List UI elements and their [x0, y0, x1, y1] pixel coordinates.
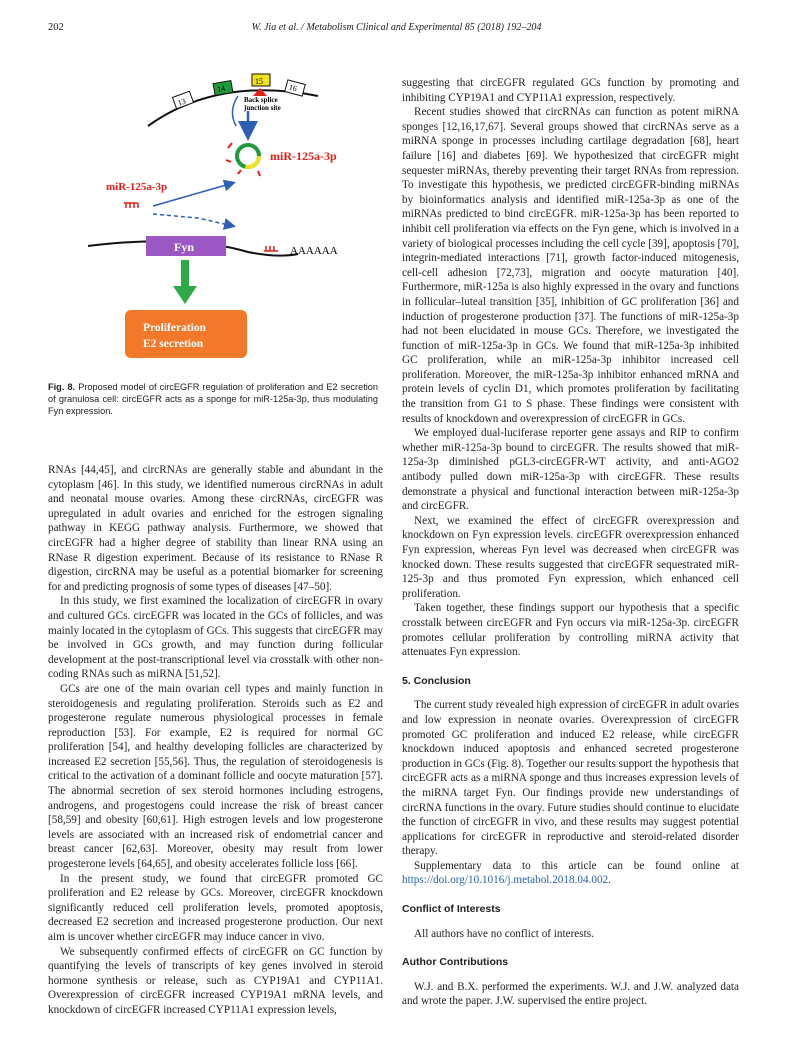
- outcome-line1: Proliferation: [143, 322, 207, 334]
- green-arrow-shaft: [181, 260, 189, 286]
- paragraph: RNAs [44,45], and circRNAs are generally stable and abundant in the cytoplasm [46]. In this study, we identified numerous circRNAs in adult and neonatal mouse ovaries. Among these circRNAs, circEGFR was upregulated in adult ovaries and enriched for the estrogen signaling pathway in KEGG pathway analysis. Furthermore, we showed that circEGFR had a higher degree of stability than linear RNA using an RNase R digestion experiment. Because of its resistance to RNase R digestion, circRNA may be useful as a potential biomarker for screening for and predicting prognosis of some types of diseases [47–50].: [48, 464, 383, 593]
- back-splice-label: Back splice: [244, 96, 278, 104]
- right-column: [402, 76, 739, 1009]
- mirna-label-circle: miR-125a-3p: [270, 149, 337, 163]
- polya-tail: AAAAAA: [290, 245, 338, 257]
- supp-end: .: [608, 874, 611, 887]
- arrow-to-fyn-dashed: [153, 214, 233, 226]
- page-header: [0, 22, 793, 36]
- journal-citation: W. Jia et al. / Metabolism Clinical and Experimental 85 (2018) 192–204: [251, 22, 542, 33]
- paragraph: Taken together, these findings support our hypothesis that a specific crosstalk between circEGFR and Fyn occurs via miR-125a-3p. circEGFR promotes cellular proliferation by controlling miRNA activity that attenuates Fyn expression.: [402, 602, 739, 659]
- conclusion-text: The current study revealed high expression of circEGFR in adult ovaries and low expression in neonate ovaries. Overexpression of circEGFR promoted GC proliferation and induced E2 release, while circEGFR knockdown induced apoptosis and enhanced secreted progesterone production in GCs (Fig. 8). Together our results support the hypothesis that circEGFR acts as a miRNA sponge and thus increases expression levels of the miRNA target Fyn. Our findings provide new understandings of circRNA functions in the ovary. Future studies should continue to elucidate the function of circEGFR in vivo, and these results may suggest potential applications for circEGFR in reproductive and steroid-related disorder therapy.: [402, 699, 740, 858]
- green-arrow-head: [173, 286, 197, 304]
- contributions-heading: Author Contributions: [402, 956, 509, 969]
- junction-marker: [253, 88, 267, 96]
- paragraph: We employed dual-luciferase reporter gene assays and RIP to confirm whether miR-125a-3p bound to circEGFR. The results showed that miR-125a-3p diminished pGL3-circEGFR-WT activity, and anti-AGO2 antibody pulled down miR-125a-3p with circEGFR. These results demonstrate a physical and functional interaction between miR-125a-3p and circEGFR.: [402, 427, 739, 513]
- exon-16: [285, 80, 305, 96]
- mirna-bound: [264, 246, 278, 251]
- caption-label: Fig. 8.: [48, 382, 76, 392]
- conclusion-heading: 5. Conclusion: [402, 674, 471, 687]
- conflict-heading: Conflict of Interests: [402, 903, 501, 916]
- fyn-label: Fyn: [174, 240, 195, 254]
- svg-text:14: 14: [216, 83, 226, 94]
- paragraph: GCs are one of the main ovarian cell types and mainly function in steroidogenesis and regulating proliferation. Steroids such as E2 and progesterone regulate numerous physiological processes in female reproduction [53]. For example, E2 is required for normal GC proliferation [54], and healthy developing follicles are characterized by increased E2 secretion [55,56]. Thus, the regulation of steroidogenesis is critical to the activation of a dominant follicle and oocyte maturation [57]. The abnormal secretion of sex steroid hormones including estrogens, androgens, and progestogens could increase the risk of breast cancer [58,59] and obesity [60,61]. High estrogen levels and low progesterone levels are associated with an increased risk of endometrial cancer and breast cancer [62,63]. Moreover, obesity may result from lower progesterone levels [64,65], and obesity accelerates follicle loss [66].: [48, 682, 383, 871]
- left-column: [48, 463, 383, 1018]
- svg-text:13: 13: [176, 96, 187, 108]
- doi-link[interactable]: https://doi.org/10.1016/j.metabol.2018.04.002: [402, 874, 609, 887]
- circrna-circle: [226, 143, 260, 176]
- figure-caption: [48, 381, 378, 418]
- splice-arc: [232, 96, 238, 126]
- svg-text:15: 15: [255, 77, 263, 86]
- page-number: 202: [48, 22, 64, 33]
- supp-text: Supplementary data to this article can be found online at: [414, 859, 739, 872]
- contributions-text: W.J. and B.X. performed the experiments. W.J. and J.W. analyzed data and wrote the paper. J.W. supervised the entire project.: [402, 980, 739, 1008]
- outcome-line2: E2 secretion: [143, 338, 204, 350]
- paragraph: We subsequently confirmed effects of circEGFR on GC function by quantifying the levels of transcripts of key genes involved in steroid hormone synthesis or release, such as CYP19A1 and CYP11A1. Overexpression of circEGFR increased CYP19A1 mRNA levels, and knockdown of circEGFR increased CYP11A1 expression levels,: [48, 945, 383, 1016]
- mirna-strand: [124, 203, 138, 208]
- figure-8: [48, 56, 383, 376]
- paragraph: Next, we examined the effect of circEGFR overexpression and knockdown on Fyn expression levels. circEGFR overexpression enhanced Fyn expression, whereas Fyn level was decreased when circEGFR was knocked down. These results suggested that circEGFR sequestrated miR-125-3p and thus promoted Fyn expression, which enhanced cell proliferation.: [402, 514, 739, 600]
- figure-8-diagram: [48, 56, 383, 376]
- caption-text: Proposed model of circEGFR regulation of proliferation and E2 secretion of granulosa cell: circEGFR acts as a sponge for miR-125a-3p, thus modulating Fyn expression.: [48, 382, 379, 417]
- conflict-text: All authors have no conflict of interests.: [414, 927, 594, 940]
- paragraph: suggesting that circEGFR regulated GCs function by promoting and inhibiting CYP19A1 and CYP11A1 expression, respectively.: [402, 77, 739, 104]
- outcome-box: [125, 310, 247, 358]
- paragraph: In this study, we first examined the localization of circEGFR in ovary and cultured GCs. circEGFR was located in the GCs of follicles, and was mainly located in the cytoplasm of GCs. This suggests that circEGFR may be involved in GCs growth, and may function during follicular development at the post-transcriptional level via crosstalk with other non-coding RNAs such as miRNA [51,52].: [48, 595, 383, 681]
- mirna-label-free: miR-125a-3p: [106, 181, 168, 193]
- svg-text:16: 16: [287, 82, 298, 94]
- junction-site-label: junction site: [244, 104, 281, 112]
- paragraph: Recent studies showed that circRNAs can function as potent miRNA sponges [12,16,17,67]. Several groups showed that circRNAs serve as a miRNA sponge in processes including cartilage degradation [68], heart failure [16] and diabetes [69]. We hypothesized that circEGFR might sequester miRNAs, thereby preventing their target RNAs from repression. To investigate this hypothesis, we predicted circEGFR-binding miRNAs by bioinformatics analysis and identified miR-125a-3p as one of the miRNAs predicted to bind circEGFR. miR-125a-3p has been reported to inhibit cell proliferation via effects on the Fyn gene, which is involved in a variety of biological processes including the cell cycle [39], apoptosis [70], integrin-mediated interactions [71], growth factor-induced mitogenesis, cell-cell adhesion [72,73], migration and oocyte maturation [40]. Furthermore, miR-125a is also highly expressed in the ovary and functions in follicular–luteal transition [35], inhibition of GC proliferation [36] and induction of progesterone production [37]. The functions of miR-125a-3p had not been elucidated in mouse GCs. Therefore, we investigated the function of miR-125a-3p in GCs. We found that miR-125a-3p inhibited GC proliferation, while an miR-125a-3p inhibitor increased cell proliferation. Moreover, the miR-125a-3p inhibitor enhanced mRNA and protein levels of cyclin D1, which promotes proliferation by facilitating the transition from G1 to S phase. These findings were consistent with results of knockdown and overexpression of circEGFR in GCs.: [402, 106, 739, 425]
- paragraph: In the present study, we found that circEGFR promoted GC proliferation and E2 release by GCs. Moreover, circEGFR knockdown significantly reduced cell proliferation levels, promoted apoptosis, decreased E2 secretion and increased progesterone production. Our next aim is uncover whether circEGFR may induce cancer in vivo.: [48, 872, 383, 943]
- supplementary-paragraph: [402, 859, 739, 888]
- exon-15: [252, 74, 270, 86]
- exon-14: [213, 81, 233, 96]
- exon-13: [172, 91, 193, 108]
